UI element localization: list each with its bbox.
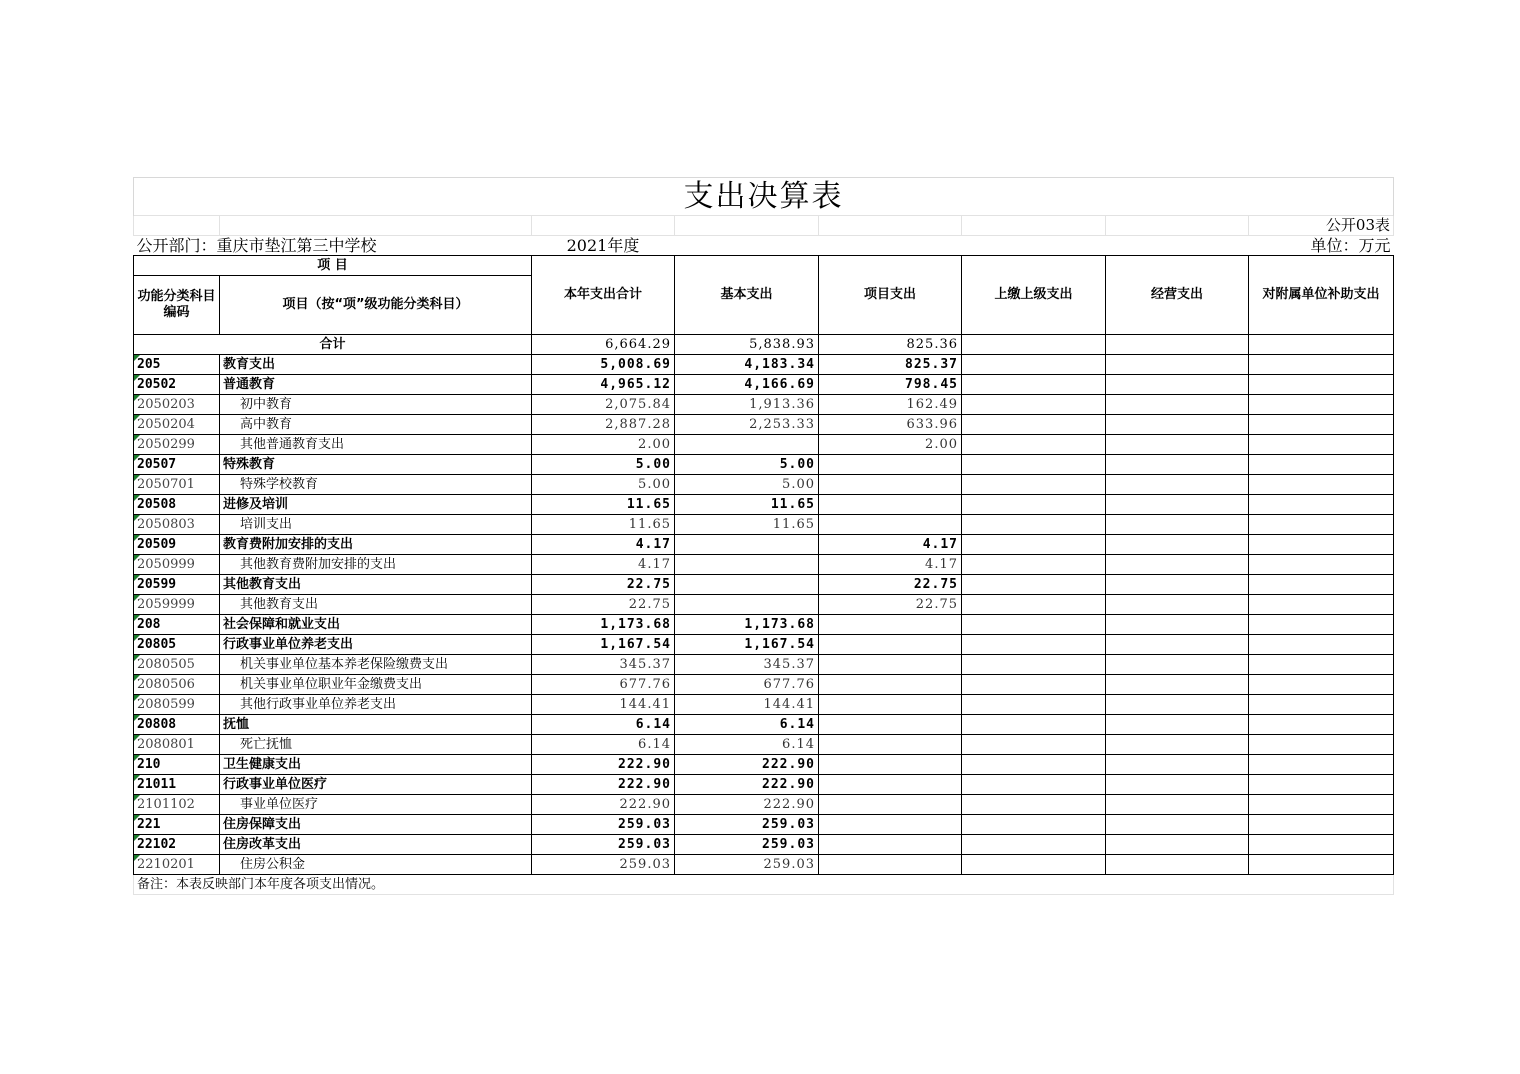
row-subsidy xyxy=(1249,555,1394,575)
table-row xyxy=(134,555,1394,575)
row-upper xyxy=(962,795,1106,815)
row-project: 633.96 xyxy=(819,415,962,435)
row-business xyxy=(1106,535,1249,555)
row-name: 住房公积金 xyxy=(220,855,532,875)
row-subsidy xyxy=(1249,495,1394,515)
row-basic: 5.00 xyxy=(675,475,819,495)
row-business xyxy=(1106,775,1249,795)
row-name: 特殊教育 xyxy=(220,455,532,475)
row-project: 4.17 xyxy=(819,535,962,555)
row-project: 825.37 xyxy=(819,355,962,375)
table-row xyxy=(134,375,1394,395)
row-upper xyxy=(962,375,1106,395)
row-upper xyxy=(962,475,1106,495)
row-upper xyxy=(962,775,1106,795)
row-upper xyxy=(962,675,1106,695)
row-subsidy xyxy=(1249,715,1394,735)
row-name: 其他行政事业单位养老支出 xyxy=(220,695,532,715)
row-upper xyxy=(962,735,1106,755)
row-basic: 222.90 xyxy=(675,795,819,815)
row-upper xyxy=(962,435,1106,455)
blank-cell xyxy=(134,216,220,236)
table-row xyxy=(134,535,1394,555)
header-name: 项目（按“项”级功能分类科目） xyxy=(220,276,532,335)
row-subsidy xyxy=(1249,775,1394,795)
row-upper xyxy=(962,695,1106,715)
row-total: 1,167.54 xyxy=(532,635,675,655)
total-sum: 6,664.29 xyxy=(532,335,675,355)
row-basic: 677.76 xyxy=(675,675,819,695)
row-code: 2101102 xyxy=(134,795,220,815)
row-upper xyxy=(962,615,1106,635)
row-code: 208 xyxy=(134,615,220,635)
row-code: 210 xyxy=(134,755,220,775)
row-upper xyxy=(962,655,1106,675)
row-upper xyxy=(962,455,1106,475)
table-row xyxy=(134,595,1394,615)
row-total: 11.65 xyxy=(532,495,675,515)
blank-cell xyxy=(675,236,819,256)
row-upper xyxy=(962,495,1106,515)
row-name: 特殊学校教育 xyxy=(220,475,532,495)
header-basic: 基本支出 xyxy=(675,256,819,335)
row-business xyxy=(1106,615,1249,635)
report-title: 支出决算表 xyxy=(134,178,1394,216)
row-name: 行政事业单位养老支出 xyxy=(220,635,532,655)
row-code: 2050204 xyxy=(134,415,220,435)
row-basic: 1,913.36 xyxy=(675,395,819,415)
table-row xyxy=(134,455,1394,475)
blank-cell xyxy=(675,216,819,236)
total-basic: 5,838.93 xyxy=(675,335,819,355)
row-name: 初中教育 xyxy=(220,395,532,415)
row-project xyxy=(819,695,962,715)
empty-cell xyxy=(1106,335,1249,355)
row-name: 进修及培训 xyxy=(220,495,532,515)
row-business xyxy=(1106,635,1249,655)
header-business: 经营支出 xyxy=(1106,256,1249,335)
row-basic xyxy=(675,575,819,595)
table-row xyxy=(134,835,1394,855)
row-total: 677.76 xyxy=(532,675,675,695)
row-basic: 4,166.69 xyxy=(675,375,819,395)
footnote: 备注：本表反映部门本年度各项支出情况。 xyxy=(134,875,1394,895)
table-row xyxy=(134,355,1394,375)
row-basic: 259.03 xyxy=(675,835,819,855)
row-code: 20507 xyxy=(134,455,220,475)
row-project xyxy=(819,795,962,815)
row-basic xyxy=(675,435,819,455)
row-basic xyxy=(675,535,819,555)
row-project xyxy=(819,775,962,795)
row-code: 205 xyxy=(134,355,220,375)
row-subsidy xyxy=(1249,535,1394,555)
row-total: 222.90 xyxy=(532,755,675,775)
row-name: 事业单位医疗 xyxy=(220,795,532,815)
blank-cell xyxy=(532,216,675,236)
row-name: 普通教育 xyxy=(220,375,532,395)
row-business xyxy=(1106,375,1249,395)
header-project-group: 项 目 xyxy=(134,256,532,276)
row-project: 798.45 xyxy=(819,375,962,395)
row-subsidy xyxy=(1249,515,1394,535)
row-total: 4.17 xyxy=(532,535,675,555)
row-name: 其他教育支出 xyxy=(220,575,532,595)
row-total: 5,008.69 xyxy=(532,355,675,375)
row-upper xyxy=(962,355,1106,375)
row-project xyxy=(819,735,962,755)
header-code: 功能分类科目编码 xyxy=(134,276,220,335)
row-business xyxy=(1106,855,1249,875)
row-subsidy xyxy=(1249,355,1394,375)
row-subsidy xyxy=(1249,635,1394,655)
row-business xyxy=(1106,735,1249,755)
row-subsidy xyxy=(1249,695,1394,715)
blank-cell xyxy=(1106,216,1249,236)
row-basic: 144.41 xyxy=(675,695,819,715)
header-subsidy: 对附属单位补助支出 xyxy=(1249,256,1394,335)
row-name: 住房改革支出 xyxy=(220,835,532,855)
row-project: 2.00 xyxy=(819,435,962,455)
row-project xyxy=(819,755,962,775)
row-total: 1,173.68 xyxy=(532,615,675,635)
row-project: 22.75 xyxy=(819,575,962,595)
row-basic: 259.03 xyxy=(675,815,819,835)
row-code: 2050299 xyxy=(134,435,220,455)
table-row xyxy=(134,715,1394,735)
row-basic xyxy=(675,595,819,615)
row-total: 222.90 xyxy=(532,795,675,815)
row-name: 其他教育费附加安排的支出 xyxy=(220,555,532,575)
table-row xyxy=(134,475,1394,495)
row-business xyxy=(1106,755,1249,775)
row-upper xyxy=(962,515,1106,535)
row-subsidy xyxy=(1249,795,1394,815)
row-total: 22.75 xyxy=(532,595,675,615)
expenditure-report-sheet xyxy=(133,177,1393,895)
row-basic: 11.65 xyxy=(675,515,819,535)
row-business xyxy=(1106,475,1249,495)
row-subsidy xyxy=(1249,735,1394,755)
row-total: 259.03 xyxy=(532,855,675,875)
row-subsidy xyxy=(1249,475,1394,495)
row-total: 6.14 xyxy=(532,735,675,755)
table-row xyxy=(134,795,1394,815)
row-basic: 5.00 xyxy=(675,455,819,475)
table-row xyxy=(134,775,1394,795)
row-total: 2,887.28 xyxy=(532,415,675,435)
table-row xyxy=(134,815,1394,835)
blank-cell xyxy=(220,216,532,236)
row-name: 死亡抚恤 xyxy=(220,735,532,755)
fiscal-year: 2021年度 xyxy=(532,236,675,256)
table-row xyxy=(134,655,1394,675)
table-row xyxy=(134,435,1394,455)
row-business xyxy=(1106,835,1249,855)
row-total: 2,075.84 xyxy=(532,395,675,415)
row-project xyxy=(819,815,962,835)
row-name: 抚恤 xyxy=(220,715,532,735)
row-basic: 345.37 xyxy=(675,655,819,675)
row-subsidy xyxy=(1249,435,1394,455)
row-total: 4,965.12 xyxy=(532,375,675,395)
row-code: 21011 xyxy=(134,775,220,795)
table-row xyxy=(134,495,1394,515)
total-project: 825.36 xyxy=(819,335,962,355)
row-project xyxy=(819,475,962,495)
row-project xyxy=(819,615,962,635)
row-upper xyxy=(962,755,1106,775)
row-code: 2050701 xyxy=(134,475,220,495)
row-name: 教育费附加安排的支出 xyxy=(220,535,532,555)
table-row xyxy=(134,635,1394,655)
row-basic: 11.65 xyxy=(675,495,819,515)
row-code: 2080599 xyxy=(134,695,220,715)
row-project xyxy=(819,655,962,675)
row-upper xyxy=(962,415,1106,435)
row-business xyxy=(1106,575,1249,595)
row-code: 2050203 xyxy=(134,395,220,415)
row-business xyxy=(1106,715,1249,735)
row-name: 住房保障支出 xyxy=(220,815,532,835)
total-label: 合计 xyxy=(134,335,532,355)
row-business xyxy=(1106,415,1249,435)
row-business xyxy=(1106,695,1249,715)
header-upper-level: 上缴上级支出 xyxy=(962,256,1106,335)
row-code: 20508 xyxy=(134,495,220,515)
row-basic: 6.14 xyxy=(675,735,819,755)
header-project-expense: 项目支出 xyxy=(819,256,962,335)
row-subsidy xyxy=(1249,835,1394,855)
row-subsidy xyxy=(1249,595,1394,615)
row-upper xyxy=(962,635,1106,655)
row-project: 162.49 xyxy=(819,395,962,415)
empty-cell xyxy=(1249,335,1394,355)
table-row xyxy=(134,615,1394,635)
row-total: 2.00 xyxy=(532,435,675,455)
row-subsidy xyxy=(1249,855,1394,875)
row-basic: 1,173.68 xyxy=(675,615,819,635)
table-row xyxy=(134,575,1394,595)
row-name: 其他普通教育支出 xyxy=(220,435,532,455)
row-name: 培训支出 xyxy=(220,515,532,535)
row-business xyxy=(1106,435,1249,455)
row-total: 11.65 xyxy=(532,515,675,535)
row-business xyxy=(1106,595,1249,615)
row-upper xyxy=(962,715,1106,735)
row-total: 222.90 xyxy=(532,775,675,795)
row-name: 机关事业单位职业年金缴费支出 xyxy=(220,675,532,695)
row-name: 行政事业单位医疗 xyxy=(220,775,532,795)
row-basic: 1,167.54 xyxy=(675,635,819,655)
row-basic: 4,183.34 xyxy=(675,355,819,375)
blank-cell xyxy=(819,236,962,256)
row-business xyxy=(1106,655,1249,675)
row-code: 2050999 xyxy=(134,555,220,575)
row-total: 5.00 xyxy=(532,475,675,495)
table-row xyxy=(134,755,1394,775)
row-project xyxy=(819,635,962,655)
row-basic: 222.90 xyxy=(675,775,819,795)
row-subsidy xyxy=(1249,375,1394,395)
row-subsidy xyxy=(1249,615,1394,635)
row-subsidy xyxy=(1249,655,1394,675)
row-business xyxy=(1106,555,1249,575)
row-total: 144.41 xyxy=(532,695,675,715)
unit-label: 单位：万元 xyxy=(1249,236,1394,256)
row-name: 高中教育 xyxy=(220,415,532,435)
row-total: 4.17 xyxy=(532,555,675,575)
row-name: 机关事业单位基本养老保险缴费支出 xyxy=(220,655,532,675)
row-code: 20502 xyxy=(134,375,220,395)
row-project xyxy=(819,675,962,695)
row-project xyxy=(819,855,962,875)
department-label: 公开部门：重庆市垫江第三中学校 xyxy=(134,236,532,256)
row-subsidy xyxy=(1249,455,1394,475)
row-code: 2059999 xyxy=(134,595,220,615)
row-code: 2080506 xyxy=(134,675,220,695)
blank-cell xyxy=(819,216,962,236)
row-code: 2080505 xyxy=(134,655,220,675)
row-upper xyxy=(962,835,1106,855)
row-code: 20509 xyxy=(134,535,220,555)
row-upper xyxy=(962,535,1106,555)
row-basic: 222.90 xyxy=(675,755,819,775)
row-subsidy xyxy=(1249,815,1394,835)
row-code: 2050803 xyxy=(134,515,220,535)
row-code: 2080801 xyxy=(134,735,220,755)
row-subsidy xyxy=(1249,675,1394,695)
row-project: 4.17 xyxy=(819,555,962,575)
header-total: 本年支出合计 xyxy=(532,256,675,335)
table-row xyxy=(134,855,1394,875)
row-code: 2210201 xyxy=(134,855,220,875)
row-total: 259.03 xyxy=(532,835,675,855)
table-row xyxy=(134,395,1394,415)
row-upper xyxy=(962,595,1106,615)
table-row xyxy=(134,695,1394,715)
row-total: 6.14 xyxy=(532,715,675,735)
row-business xyxy=(1106,675,1249,695)
blank-cell xyxy=(962,216,1106,236)
row-code: 20808 xyxy=(134,715,220,735)
row-business xyxy=(1106,355,1249,375)
row-project xyxy=(819,835,962,855)
row-name: 其他教育支出 xyxy=(220,595,532,615)
row-total: 259.03 xyxy=(532,815,675,835)
table-number: 公开03表 xyxy=(1249,216,1394,236)
row-name: 社会保障和就业支出 xyxy=(220,615,532,635)
row-business xyxy=(1106,815,1249,835)
row-upper xyxy=(962,575,1106,595)
row-subsidy xyxy=(1249,755,1394,775)
row-project xyxy=(819,515,962,535)
row-code: 20599 xyxy=(134,575,220,595)
expenditure-table xyxy=(133,177,1394,895)
row-total: 5.00 xyxy=(532,455,675,475)
row-name: 教育支出 xyxy=(220,355,532,375)
row-total: 345.37 xyxy=(532,655,675,675)
blank-cell xyxy=(962,236,1106,256)
blank-cell xyxy=(1106,236,1249,256)
row-basic: 2,253.33 xyxy=(675,415,819,435)
table-row xyxy=(134,675,1394,695)
row-code: 221 xyxy=(134,815,220,835)
row-name: 卫生健康支出 xyxy=(220,755,532,775)
row-project: 22.75 xyxy=(819,595,962,615)
row-basic xyxy=(675,555,819,575)
row-upper xyxy=(962,855,1106,875)
table-row xyxy=(134,415,1394,435)
row-upper xyxy=(962,555,1106,575)
row-business xyxy=(1106,455,1249,475)
row-project xyxy=(819,455,962,475)
row-subsidy xyxy=(1249,395,1394,415)
row-project xyxy=(819,715,962,735)
row-basic: 259.03 xyxy=(675,855,819,875)
row-subsidy xyxy=(1249,575,1394,595)
row-business xyxy=(1106,395,1249,415)
row-upper xyxy=(962,815,1106,835)
row-subsidy xyxy=(1249,415,1394,435)
row-code: 20805 xyxy=(134,635,220,655)
row-business xyxy=(1106,515,1249,535)
empty-cell xyxy=(962,335,1106,355)
row-total: 22.75 xyxy=(532,575,675,595)
row-business xyxy=(1106,795,1249,815)
row-upper xyxy=(962,395,1106,415)
table-row xyxy=(134,515,1394,535)
table-row xyxy=(134,735,1394,755)
row-project xyxy=(819,495,962,515)
row-basic: 6.14 xyxy=(675,715,819,735)
row-business xyxy=(1106,495,1249,515)
row-code: 22102 xyxy=(134,835,220,855)
